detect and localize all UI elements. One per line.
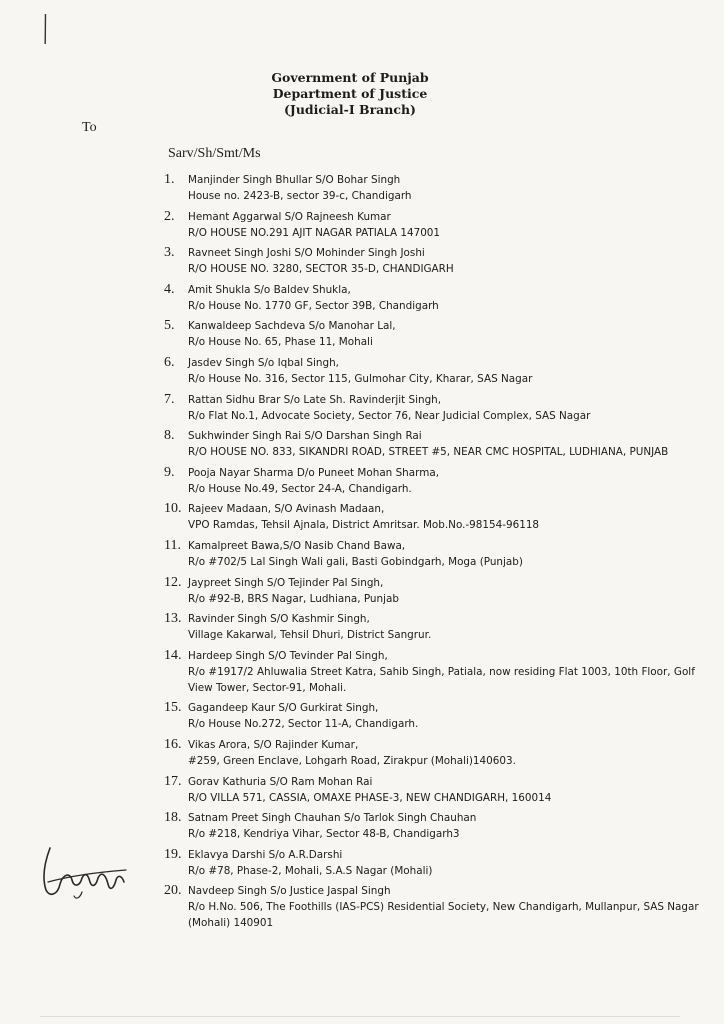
- list-item: [164, 700, 704, 732]
- list-item: [164, 737, 704, 769]
- person-name: Ravneet Singh Joshi S/O Mohinder Singh Joshi: [188, 247, 425, 260]
- list-item: [164, 810, 704, 842]
- person-name: Rajeev Madaan, S/O Avinash Madaan,: [188, 503, 385, 516]
- person-address: R/O HOUSE NO. 833, SIKANDRI ROAD, STREET #5, NEAR CMC HOSPITAL, LUDHIANA, PUNJAB: [188, 446, 669, 459]
- item-number: 12.: [164, 574, 182, 590]
- page-bottom-rule: [40, 1016, 680, 1017]
- list-item: [164, 648, 704, 696]
- person-name: Gorav Kathuria S/O Ram Mohan Rai: [188, 775, 373, 788]
- salutation: Sarv/Sh/Smt/Ms: [168, 146, 261, 161]
- item-number: 3.: [164, 245, 175, 261]
- person-name: Ravinder Singh S/O Kashmir Singh,: [188, 613, 370, 626]
- item-number: 11.: [164, 537, 181, 553]
- person-address: R/o Flat No.1, Advocate Society, Sector 76, Near Judicial Complex, SAS Nagar: [188, 409, 591, 422]
- header-department: Department of Justice: [272, 86, 428, 101]
- person-name: Jaypreet Singh S/O Tejinder Pal Singh,: [188, 576, 384, 589]
- list-item: [164, 575, 704, 607]
- item-number: 15.: [164, 700, 182, 716]
- item-number: 13.: [164, 611, 182, 627]
- list-item: [164, 282, 704, 314]
- person-name: Eklavya Darshi S/o A.R.Darshi: [188, 848, 343, 861]
- header-branch: (Judicial-I Branch): [284, 102, 416, 117]
- person-name: Sukhwinder Singh Rai S/O Darshan Singh Rai: [188, 430, 422, 443]
- person-name: Pooja Nayar Sharma D/o Puneet Mohan Sharma,: [188, 466, 439, 479]
- item-number: 18.: [164, 810, 182, 826]
- handwritten-signature: [30, 842, 130, 902]
- person-address: R/o #78, Phase-2, Mohali, S.A.S Nagar (Mohali): [188, 864, 433, 877]
- person-address: Village Kakarwal, Tehsil Dhuri, District Sangrur.: [188, 629, 432, 642]
- person-address: R/o #1917/2 Ahluwalia Street Katra, Sahib Singh, Patiala, now residing Flat 1003, 10th Floor, Golf View Tower, Sector-91, Mohali.: [188, 665, 695, 694]
- person-address: R/o House No. 316, Sector 115, Gulmohar City, Kharar, SAS Nagar: [188, 372, 533, 385]
- person-name: Kanwaldeep Sachdeva S/o Manohar Lal,: [188, 320, 396, 333]
- person-name: Jasdev Singh S/o Iqbal Singh,: [188, 356, 339, 369]
- person-name: Amit Shukla S/o Baldev Shukla,: [188, 283, 351, 296]
- item-number: 9.: [164, 464, 175, 480]
- item-number: 8.: [164, 428, 175, 444]
- person-address: R/o #92-B, BRS Nagar, Ludhiana, Punjab: [188, 592, 399, 605]
- list-item: [164, 847, 704, 879]
- to-label: To: [82, 120, 97, 135]
- item-number: 2.: [164, 208, 175, 224]
- list-item: [164, 355, 704, 387]
- item-number: 19.: [164, 846, 182, 862]
- person-name: Kamalpreet Bawa,S/O Nasib Chand Bawa,: [188, 539, 406, 552]
- person-address: R/o House No. 65, Phase 11, Mohali: [188, 336, 373, 349]
- person-address: #259, Green Enclave, Lohgarh Road, Zirakpur (Mohali)140603.: [188, 754, 516, 767]
- list-item: [164, 501, 704, 533]
- person-address: R/O VILLA 571, CASSIA, OMAXE PHASE-3, NEW CHANDIGARH, 160014: [188, 791, 552, 804]
- person-address: R/o #218, Kendriya Vihar, Sector 48-B, Chandigarh3: [188, 828, 460, 841]
- item-number: 14.: [164, 647, 182, 663]
- list-item: [164, 172, 704, 204]
- list-item: [164, 465, 704, 497]
- person-address: R/o H.No. 506, The Foothills (IAS-PCS) Residential Society, New Chandigarh, Mullanpur, SAS Nagar (Mohali) 140901: [188, 901, 699, 930]
- header-government: Government of Punjab: [271, 70, 429, 85]
- person-name: Hardeep Singh S/O Tevinder Pal Singh,: [188, 649, 388, 662]
- list-item: [164, 209, 704, 241]
- person-address: R/o House No. 1770 GF, Sector 39B, Chandigarh: [188, 299, 439, 312]
- item-number: 6.: [164, 354, 175, 370]
- person-address: House no. 2423-B, sector 39-c, Chandigarh: [188, 190, 412, 202]
- person-name: Navdeep Singh S/o Justice Jaspal Singh: [188, 885, 391, 898]
- person-address: VPO Ramdas, Tehsil Ajnala, District Amritsar. Mob.No.-98154-96118: [188, 519, 540, 532]
- list-item: [164, 883, 704, 931]
- item-number: 17.: [164, 773, 182, 789]
- person-address: R/O HOUSE NO. 3280, SECTOR 35-D, CHANDIGARH: [188, 263, 454, 276]
- list-item: [164, 245, 704, 277]
- item-number: 16.: [164, 736, 182, 752]
- person-address: R/o House No.49, Sector 24-A, Chandigarh.: [188, 482, 412, 495]
- list-item: [164, 392, 704, 424]
- list-item: [164, 318, 704, 350]
- list-item: [164, 611, 704, 643]
- list-item: [164, 538, 704, 570]
- person-address: R/o House No.272, Sector 11-A, Chandigarh.: [188, 718, 419, 731]
- item-number: 4.: [164, 281, 175, 297]
- pen-mark: [44, 14, 47, 44]
- letter-header: [180, 70, 520, 118]
- person-name: Vikas Arora, S/O Rajinder Kumar,: [188, 738, 359, 751]
- item-number: 7.: [164, 391, 175, 407]
- person-name: Gagandeep Kaur S/O Gurkirat Singh,: [188, 702, 379, 715]
- item-number: 1.: [164, 172, 175, 187]
- item-number: 20.: [164, 883, 182, 899]
- list-item: [164, 774, 704, 806]
- person-name: Manjinder Singh Bhullar S/O Bohar Singh: [188, 174, 401, 186]
- addressee-list: [164, 172, 704, 936]
- person-name: Hemant Aggarwal S/O Rajneesh Kumar: [188, 210, 391, 223]
- item-number: 10.: [164, 501, 182, 517]
- person-address: R/O HOUSE NO.291 AJIT NAGAR PATIALA 147001: [188, 226, 441, 239]
- person-name: Satnam Preet Singh Chauhan S/o Tarlok Singh Chauhan: [188, 812, 477, 825]
- list-item: [164, 428, 704, 460]
- person-address: R/o #702/5 Lal Singh Wali gali, Basti Gobindgarh, Moga (Punjab): [188, 555, 523, 568]
- item-number: 5.: [164, 318, 175, 334]
- person-name: Rattan Sidhu Brar S/o Late Sh. Ravinderjit Singh,: [188, 393, 442, 406]
